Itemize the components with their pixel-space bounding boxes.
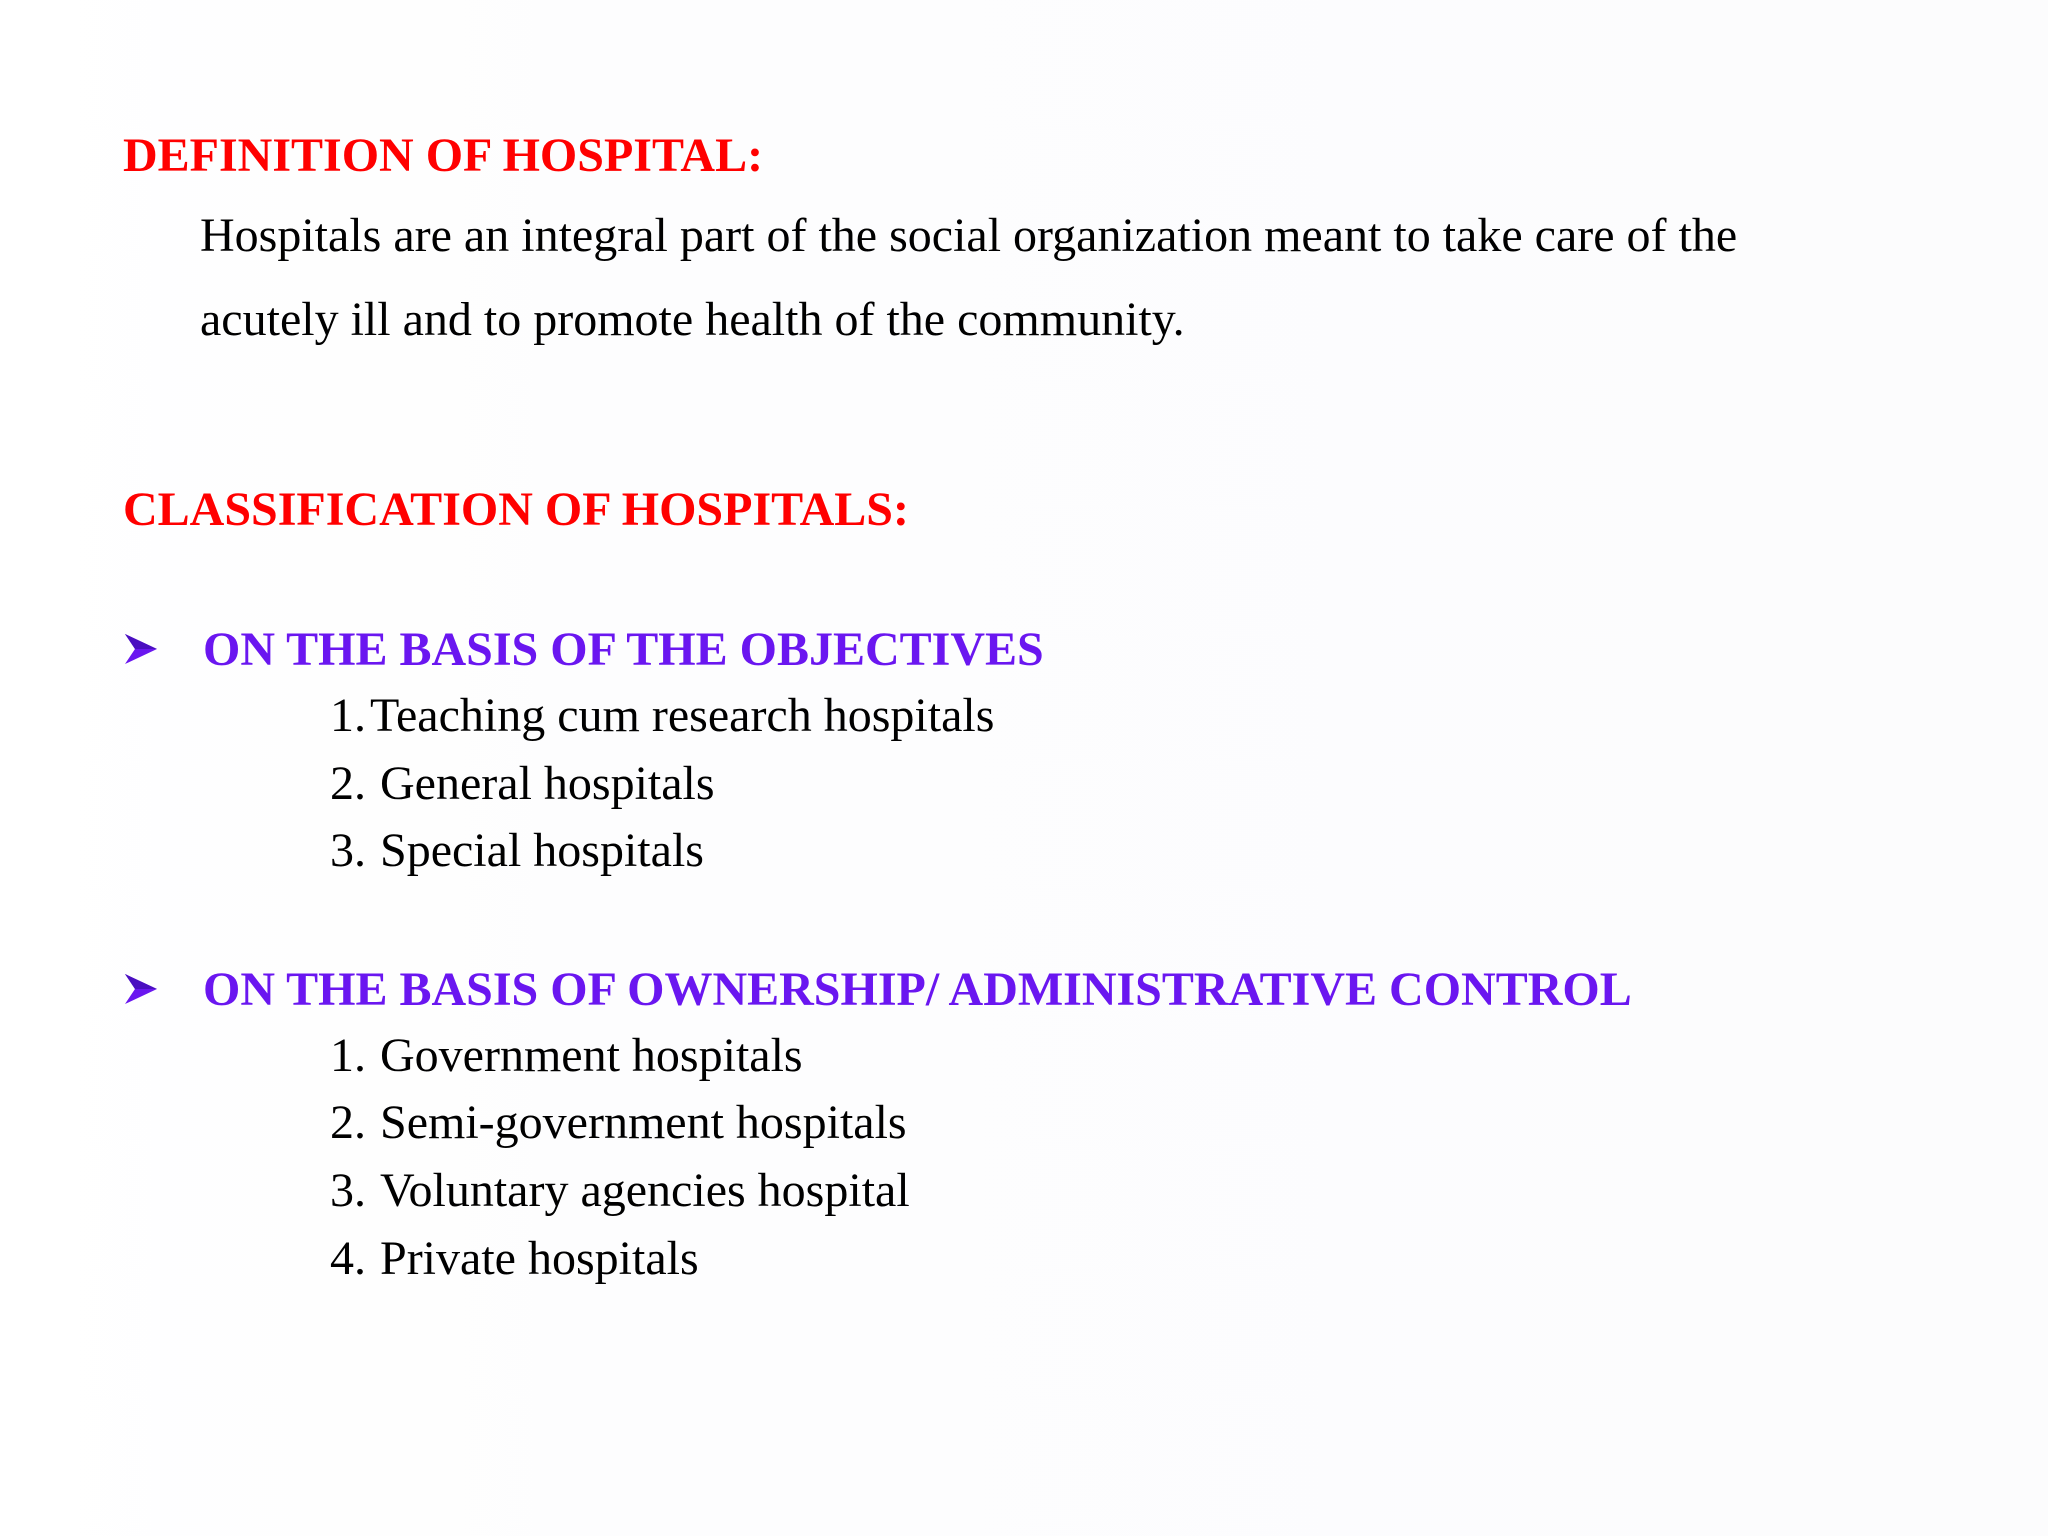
list-number: 4. [330,1232,366,1285]
list-number: 3. [330,1164,366,1217]
list-label: Government hospitals [380,1029,803,1082]
list-item [330,688,994,744]
list-number: 3. [330,824,366,877]
arrow-bullet-icon [123,631,159,667]
list-label: Special hospitals [380,824,704,877]
list-label: Voluntary agencies hospital [380,1164,910,1217]
definition-text-line-1: Hospitals are an integral part of the social organization meant to take care of the [200,209,1738,262]
section-title: ON THE BASIS OF THE OBJECTIVES [203,623,1044,676]
list-label: Private hospitals [380,1232,699,1285]
arrow-bullet-icon [123,971,159,1007]
list-label: Teaching cum research hospitals [370,689,995,742]
list-item [330,1028,803,1084]
list-label: Semi-government hospitals [380,1096,907,1149]
list-number: 2. [330,757,366,810]
list-number: 1. [330,689,366,742]
list-item [330,756,715,812]
list-item [330,1095,907,1151]
classification-heading: CLASSIFICATION OF HOSPITALS: [123,483,909,536]
list-item [330,1163,910,1219]
definition-text-line-2: acutely ill and to promote health of the community. [200,293,1185,346]
list-number: 1. [330,1029,366,1082]
list-label: General hospitals [380,757,715,810]
definition-heading: DEFINITION OF HOSPITAL: [123,129,764,182]
section-title: ON THE BASIS OF OWNERSHIP/ ADMINISTRATIVE CONTROL [203,963,1632,1016]
list-item [330,823,704,879]
list-item [330,1231,699,1287]
list-number: 2. [330,1096,366,1149]
